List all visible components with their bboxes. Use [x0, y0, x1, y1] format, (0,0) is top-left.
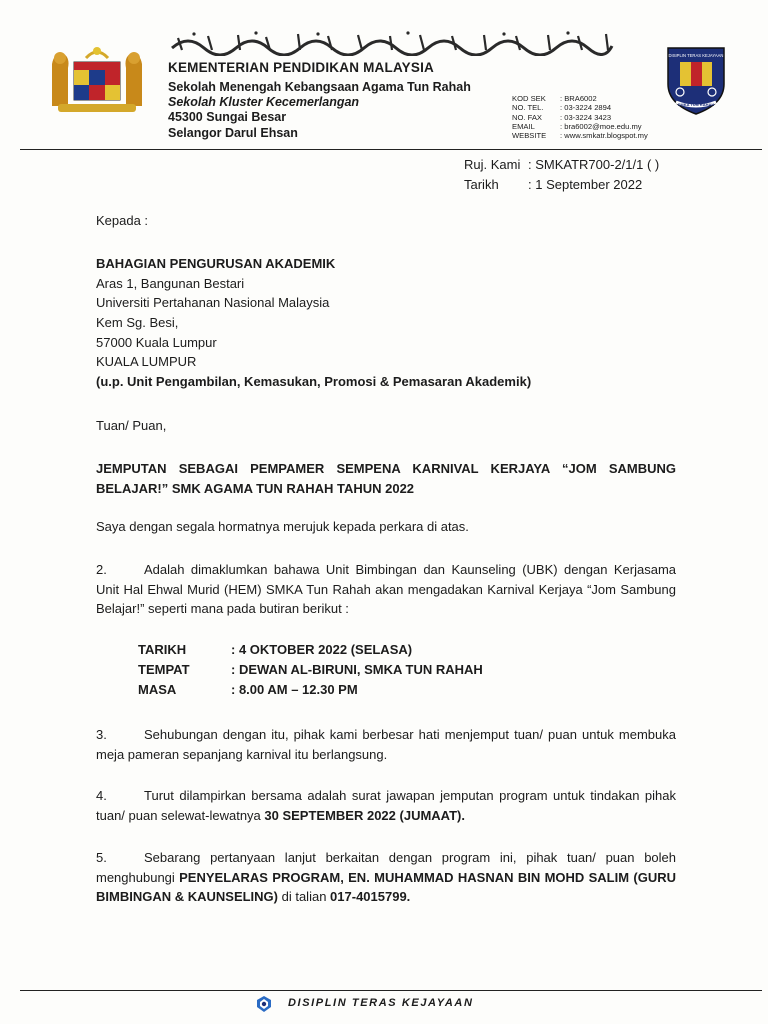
contact-row: NO. FAX : 03-3224 3423	[512, 112, 612, 122]
school-postcode-town: 45300 Sungai Besar	[168, 110, 287, 124]
address-line: Aras 1, Bangunan Bestari	[96, 275, 245, 291]
school-name: Sekolah Menengah Kebangsaan Agama Tun Rahah	[168, 80, 471, 94]
paragraph-3: 3. Sehubungan dengan itu, pihak kami berbesar hati menjemput tuan/ puan untuk membuka meja pameran sepanjang karnival itu berlangsung.	[96, 727, 676, 762]
deadline-date: 30 SEPTEMBER 2022 (JUMAAT).	[264, 807, 465, 823]
paragraph-4: 4. Turut dilampirkan bersama adalah surat jawapan jemputan program untuk tindakan pihak tuan/ puan selewat-lewatnya 30 SEPTEMBER 2022 (JUMAAT).	[96, 788, 676, 823]
jawi-script-banner	[168, 30, 616, 56]
contact-row: EMAIL : bra6002@moe.edu.my	[512, 121, 642, 131]
contact-row: WEBSITE : www.smkatr.blogspot.my	[512, 131, 648, 141]
coordinator-name: PENYELARAS PROGRAM, EN. MUHAMMAD HASNAN BIN MOHD SALIM (GURU BIMBINGAN & KAUNSELING)	[96, 869, 676, 904]
school-cluster: Sekolah Kluster Kecemerlangan	[168, 95, 360, 109]
event-details	[138, 640, 483, 700]
reference-block	[464, 155, 659, 195]
reference-number: Ruj. Kami : SMKATR700-2/1/1 ( )	[464, 157, 660, 172]
address-line: Universiti Pertahanan Nasional Malaysia	[96, 295, 330, 311]
footer-motto: DISIPLIN TERAS KEJAYAAN	[288, 997, 474, 1009]
recipient-address	[96, 254, 531, 392]
coat-of-arms-logo	[44, 44, 150, 114]
contact-row: KOD SEK : BRA6002	[512, 94, 597, 103]
svg-text:SMKA TUN RAHAH: SMKA TUN RAHAH	[677, 102, 715, 107]
paragraph-1: Saya dengan segala hormatnya merujuk kepada perkara di atas.	[96, 519, 469, 534]
address-line: KUALA LUMPUR	[96, 354, 197, 370]
detail-row: MASA : 8.00 AM – 12.30 PM	[138, 682, 358, 697]
paragraph-2: 2. Adalah dimaklumkan bahawa Unit Bimbingan dan Kaunseling (UBK) dengan Kerjasama Unit Hal Ehwal Murid (HEM) SMKA Tun Rahah akan mengadakan Karnival Kerjaya “Jom Sambung Belajar!” seperti mana pada butiran berikut :	[96, 562, 676, 616]
coordinator-phone: 017-4015799.	[330, 889, 411, 904]
letter-date: Tarikh : 1 September 2022	[464, 177, 643, 192]
ministry-name: KEMENTERIAN PENDIDIKAN MALAYSIA	[168, 60, 434, 75]
contact-row: NO. TEL. : 03-3224 2894	[512, 103, 612, 113]
address-line: (u.p. Unit Pengambilan, Kemasukan, Promosi & Pemasaran Akademik)	[96, 374, 532, 390]
address-line: BAHAGIAN PENGURUSAN AKADEMIK	[96, 256, 336, 271]
salutation: Tuan/ Puan,	[96, 418, 167, 433]
footer-logo-icon	[254, 994, 274, 1014]
detail-row: TEMPAT : DEWAN AL-BIRUNI, SMKA TUN RAHAH	[138, 662, 483, 677]
recipient-heading: Kepada :	[96, 213, 149, 228]
address-line: Kem Sg. Besi,	[96, 315, 179, 331]
letter-subject: JEMPUTAN SEBAGAI PEMPAMER SEMPENA KARNIVAL KERJAYA “JOM SAMBUNG BELAJAR!” SMK AGAMA TUN RAHAH TAHUN 2022	[96, 461, 676, 496]
paragraph-5: 5. Sebarang pertanyaan lanjut berkaitan dengan program ini, pihak tuan/ puan boleh menghubungi PENYELARAS PROGRAM, EN. MUHAMMAD HASNAN BIN MOHD SALIM (GURU BIMBINGAN & KAUNSELING) di talian 017-4015799.	[96, 850, 676, 904]
contact-block	[512, 94, 648, 140]
school-crest-logo	[664, 44, 728, 116]
svg-text:DISIPLIN TERAS KEJAYAAN: DISIPLIN TERAS KEJAYAAN	[668, 53, 724, 58]
detail-row: TARIKH : 4 OKTOBER 2022 (SELASA)	[138, 642, 413, 657]
school-state: Selangor Darul Ehsan	[168, 126, 298, 140]
footer-divider	[20, 990, 762, 991]
header-divider	[20, 149, 762, 150]
address-line: 57000 Kuala Lumpur	[96, 334, 217, 350]
